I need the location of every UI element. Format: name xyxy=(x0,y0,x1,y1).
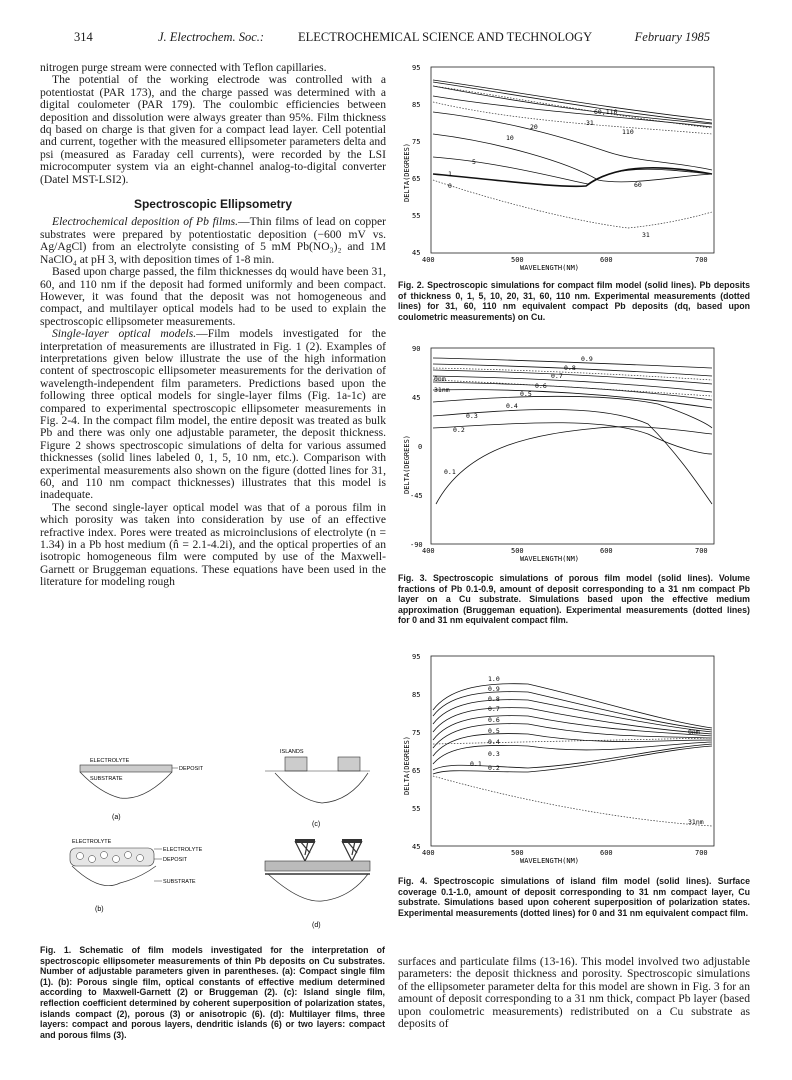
y-axis-label: DELTA(DEGREES) xyxy=(403,142,411,202)
svg-text:0.8: 0.8 xyxy=(488,695,500,703)
run-in-heading: Single-layer optical models. xyxy=(52,327,197,341)
svg-text:0.9: 0.9 xyxy=(581,355,593,363)
y-tick: 75 xyxy=(412,138,421,146)
x-tick: 600 xyxy=(600,547,613,555)
svg-text:0.5: 0.5 xyxy=(488,727,500,735)
svg-text:20: 20 xyxy=(530,123,538,131)
deposit-label: DEPOSIT xyxy=(163,857,188,863)
svg-text:0.5: 0.5 xyxy=(520,390,532,398)
curve-labels xyxy=(448,108,650,239)
figure-3-chart xyxy=(398,344,728,564)
panel-a-compact-film xyxy=(80,758,204,821)
svg-text:10: 10 xyxy=(506,134,514,142)
issue-date: February 1985 xyxy=(634,30,710,44)
figure-3-caption: Fig. 3. Spectroscopic simulations of porous film model (solid lines). Volume fractions of Pb 0.1-0.9, amount of deposit corresponding to a 31 nm compact Pb layer on a Cu substrate. Simulations based upon the effective medium approximation (Bruggeman equation). Experimental measurements (dotted lines) for 0 and 31 nm equivalent compact film. xyxy=(398,573,750,626)
figure-1-schematics xyxy=(60,743,380,937)
svg-text:0.1: 0.1 xyxy=(444,468,456,476)
panel-d-multilayer-film xyxy=(265,839,370,929)
curve-110 xyxy=(433,80,712,120)
x-tick: 400 xyxy=(422,849,435,857)
svg-text:0.9: 0.9 xyxy=(488,685,500,693)
x-axis-ticks xyxy=(422,547,708,555)
y-axis-label: DELTA(DEGREES) xyxy=(403,434,411,494)
substrate-label: SUBSTRATE xyxy=(163,879,196,885)
y-tick: 65 xyxy=(412,767,421,775)
y-tick: 45 xyxy=(412,843,421,851)
svg-text:110: 110 xyxy=(622,128,634,136)
electrolyte-label: ELECTROLYTE xyxy=(90,758,130,764)
panel-label: (a) xyxy=(112,814,121,821)
y-tick: 45 xyxy=(412,394,421,402)
panel-b-porous-film xyxy=(70,839,203,913)
svg-text:1: 1 xyxy=(448,170,452,178)
simulation-curves xyxy=(433,80,712,186)
y-axis-ticks xyxy=(412,653,420,851)
svg-text:60: 60 xyxy=(634,181,642,189)
panel-label: (b) xyxy=(95,906,104,913)
svg-text:0.6: 0.6 xyxy=(535,382,547,390)
paragraph: The second single-layer optical model was that of a porous film in which porosity was taken into consideration by use of an effective refractive index. Pores were treated as microinclusions of electrolyte (n = 1.34) in a Pb host medium (n̂ = 2.1-4.2i), and the optical properties of an isotropic homogeneous film were computed by use of the Maxwell-Garnett or Bruggeman equations. These equations have been used in the literature for modeling rough xyxy=(40,500,386,589)
svg-text:60,110: 60,110 xyxy=(594,108,618,116)
figure-2-caption: Fig. 2. Spectroscopic simulations for compact film model (solid lines). Pb deposits of thickness 0, 1, 5, 10, 20, 31, 60, 110 nm. Experimental measurements (dotted lines) for 31, 60, 110 nm equivalent compact Pb deposits (dq, based upon coulometric measurements) on Cu. xyxy=(398,280,750,322)
y-axis-label: DELTA(DEGREES) xyxy=(403,735,411,795)
svg-text:31: 31 xyxy=(642,231,650,239)
curve-20 xyxy=(433,96,712,127)
x-axis-ticks xyxy=(422,849,708,857)
y-axis-ticks xyxy=(410,345,423,549)
run-in-heading: Electrochemical deposition of Pb films. xyxy=(52,215,239,229)
y-axis-ticks xyxy=(412,64,420,257)
x-tick: 400 xyxy=(422,256,435,264)
figure-2-chart xyxy=(398,62,723,272)
x-tick: 500 xyxy=(511,849,524,857)
running-header xyxy=(40,30,752,48)
paragraph: nitrogen purge stream were connected with Teflon capillaries. xyxy=(40,61,327,74)
y-tick: 0 xyxy=(418,443,423,451)
deposit-label: DEPOSIT xyxy=(179,766,204,772)
simulation-curves xyxy=(433,358,712,504)
svg-text:0.7: 0.7 xyxy=(488,705,500,713)
svg-text:0.1: 0.1 xyxy=(470,760,482,768)
svg-text:31nm: 31nm xyxy=(434,386,450,394)
x-tick: 600 xyxy=(600,849,613,857)
journal-name: J. Electrochem. Soc.: xyxy=(158,30,265,44)
svg-text:0.4: 0.4 xyxy=(506,402,518,410)
x-tick: 700 xyxy=(695,256,708,264)
y-tick: 85 xyxy=(412,101,421,109)
experimental-curves xyxy=(433,86,712,228)
svg-text:0.2: 0.2 xyxy=(488,764,500,772)
experimental-curves xyxy=(433,368,712,396)
section-heading: Spectroscopic Ellipsometry xyxy=(133,197,293,212)
x-axis-label: WAVELENGTH(NM) xyxy=(520,264,580,272)
svg-text:0nm: 0nm xyxy=(434,375,446,383)
paragraph: Single-layer optical models.—Film models investigated for the interpretation of measurements are illustrated in Fig. 1 (2). Examples of interpretations given below illustrate the use of the high information content of spectroscopic ellipsometer measurements for the derivation of wavelength-independent film parameters. Predictions based upon the following three optical models for single-layer films (Fig. 1a-1c) are compared to experimental spectroscopic ellipsometer measurements in Fig. 2-4. In the compact film model, the entire deposit was treated as bulk Pb and there was only one adjustable parameter, the deposit thickness. Figure 2 shows spectroscopic simulations of delta for various assumed thicknesses (solid lines labeled 0, 1, 5, 10 nm, etc.). Comparison with experimental measurements also shown on the figure (dotted lines for 31, 60, and 110 nm compact thicknesses) illustrates that this model is inadequate. xyxy=(40,327,386,502)
y-tick: 95 xyxy=(412,64,421,72)
svg-text:0.3: 0.3 xyxy=(466,412,478,420)
substrate-label: SUBSTRATE xyxy=(90,776,123,782)
electrolyte-label: ELECTROLYTE xyxy=(163,847,203,853)
svg-text:0.2: 0.2 xyxy=(453,426,465,434)
svg-text:0.7: 0.7 xyxy=(551,372,563,380)
curve-labels xyxy=(470,675,704,826)
y-tick: 90 xyxy=(412,345,421,353)
y-tick: -90 xyxy=(410,541,423,549)
y-tick: 65 xyxy=(412,175,421,183)
x-axis-label: WAVELENGTH(NM) xyxy=(520,857,580,865)
paragraph: Based upon charge passed, the film thicknesses dq would have been 31, 60, and 110 nm if the deposit had formed uniformly and been compact. However, it was found that the deposit was not homogeneous and compact, and multilayer optical models had to be used to explain the spectroscopic ellipsometer measurements. xyxy=(40,265,386,328)
curve-labels xyxy=(434,355,593,476)
right-column-text: surfaces and particulate films (13-16). This model involved two adjustable parameters: the deposit thickness and porosity. Spectroscopic simulations of the ellipsometer parameter delta for this model are shown in Fig. 3 for an amount of deposit corresponding to a 31 nm thick, compact Pb layer (based upon coulometric measurements) redistributed on a Cu substrate as deposits of xyxy=(398,955,750,1031)
svg-text:0.8: 0.8 xyxy=(564,364,576,372)
y-tick: 55 xyxy=(412,805,421,813)
x-tick: 700 xyxy=(695,849,708,857)
svg-text:0.3: 0.3 xyxy=(488,750,500,758)
journal-section: ELECTROCHEMICAL SCIENCE AND TECHNOLOGY xyxy=(298,30,593,44)
islands-label: ISLANDS xyxy=(280,749,304,755)
svg-text:0: 0 xyxy=(448,182,452,190)
electrolyte-label: ELECTROLYTE xyxy=(72,839,112,845)
x-tick: 400 xyxy=(422,547,435,555)
y-tick: 55 xyxy=(412,212,421,220)
x-tick: 700 xyxy=(695,547,708,555)
y-tick: 85 xyxy=(412,691,421,699)
figure-1-caption: Fig. 1. Schematic of film models investigated for the interpretation of spectroscopic ellipsometer measurements of thin Pb deposits on Cu substrates. Number of adjustable parameters given in parentheses. (a): Compact single film (1). (b): Porous single film, optical constants of effective medium determined according to Maxwell-Garnett (2) or Bruggeman (2). (c): Island single film, reflection coefficient determined by coherent superposition of polarization states, islands compact (2), porous (3) or anisotropic (6). (d): Multilayer films, three layers: compact and porous layers, dendritic islands (6) or two layers: compact and porous films (3). xyxy=(40,945,385,1040)
paragraph: Electrochemical deposition of Pb films.—Thin films of lead on copper substrates were prepared by potentiostatic deposition (−600 mV vs. Ag/AgCl) from an electrolyte consisting of 5 mM Pb(NO₃)₂ and 1M NaClO₄ at pH 3, with deposition times of 1-8 min. xyxy=(40,215,386,266)
svg-text:31: 31 xyxy=(586,119,594,127)
figure-4-caption: Fig. 4. Spectroscopic simulations of island film model (solid lines). Surface coverage 0.1-1.0, amount of deposit corresponding to 31 nm compact layer, Cu substrate. Simulations based upon coherent superposition of polarization states. Experimental measurements (dotted lines) for 0 and 31 nm equivalent compact film. xyxy=(398,876,750,918)
paragraph: The potential of the working electrode was controlled with a potentiostat (PAR 173), and the charge passed was determined with a digital coulometer (PAR 179). The coulombic efficiencies between deposition and dissolution were always greater than 95%. Film thickness dq based on charge is that given for a compact lead layer. Cell potential and current, together with the measured ellipsometer parameters delta and psi (measured as Faraday cell currents), were recorded by the LSI microcomputer system via an eight-channel analog-to-digital converter (Datel MST-LSI2). xyxy=(40,73,386,186)
svg-text:0.6: 0.6 xyxy=(488,716,500,724)
x-axis-label: WAVELENGTH(NM) xyxy=(520,555,580,563)
panel-c-island-film xyxy=(265,749,370,828)
y-tick: 95 xyxy=(412,653,421,661)
svg-text:31nm: 31nm xyxy=(688,818,704,826)
panel-label: (d) xyxy=(312,922,321,929)
svg-text:1.0: 1.0 xyxy=(488,675,500,683)
y-tick: 75 xyxy=(412,729,421,737)
x-tick: 500 xyxy=(511,256,524,264)
svg-text:5: 5 xyxy=(472,158,476,166)
curve-60 xyxy=(433,82,712,123)
svg-text:0.4: 0.4 xyxy=(488,738,500,746)
x-axis-ticks xyxy=(422,256,708,264)
y-tick: -45 xyxy=(410,492,423,500)
x-tick: 500 xyxy=(511,547,524,555)
y-tick: 45 xyxy=(412,249,421,257)
x-tick: 600 xyxy=(600,256,613,264)
panel-label: (c) xyxy=(312,821,321,828)
figure-4-chart xyxy=(398,650,728,865)
left-text-column xyxy=(40,62,386,589)
svg-text:0nm: 0nm xyxy=(688,728,700,736)
page-number: 314 xyxy=(74,30,93,44)
